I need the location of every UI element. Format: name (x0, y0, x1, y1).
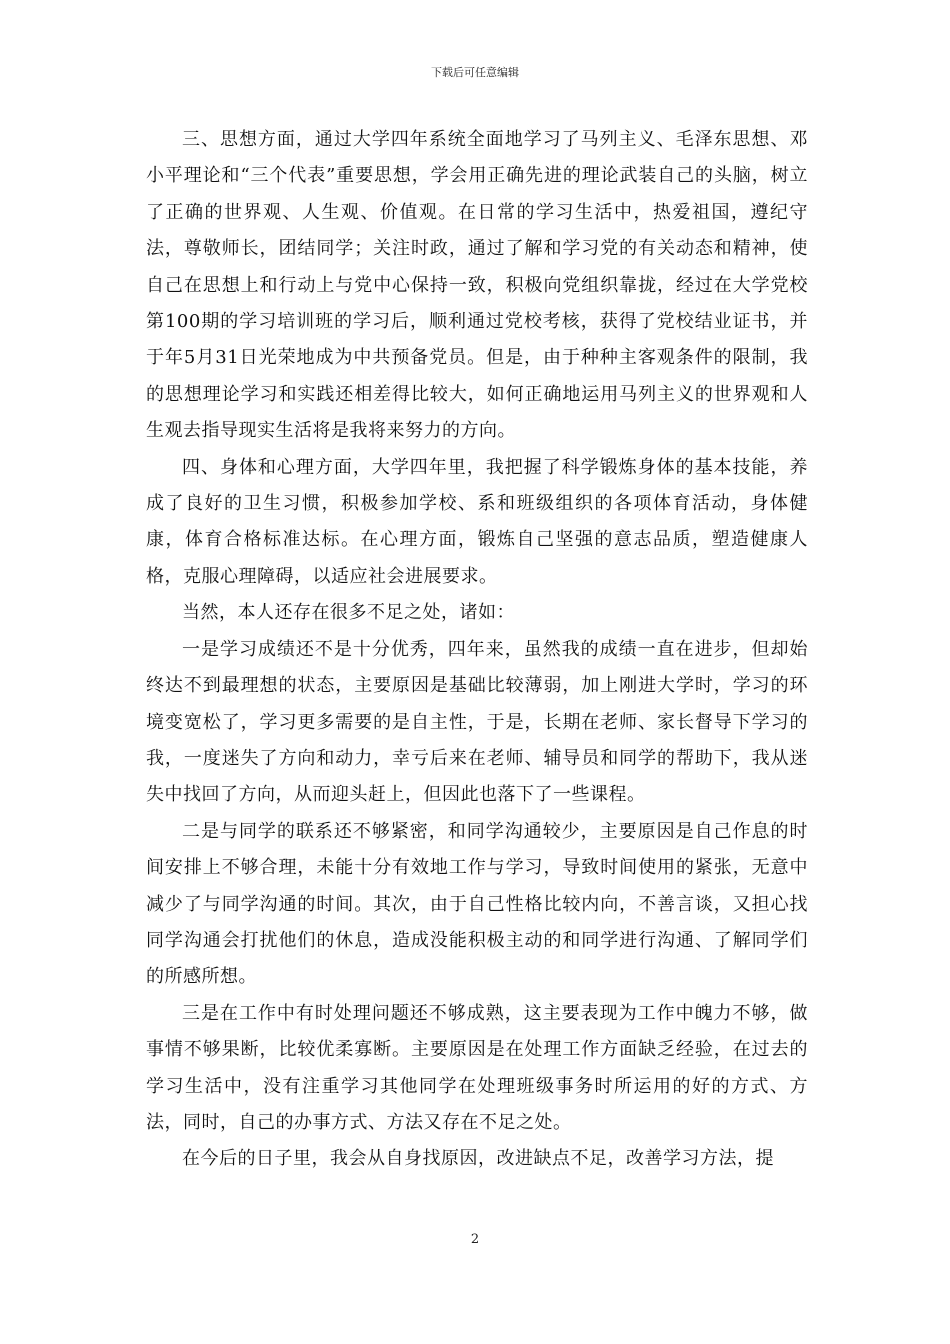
page-number: 2 (470, 1232, 480, 1247)
page-header: 下载后可任意编辑 (431, 66, 519, 79)
paragraph-shortcoming-work: 三是在工作中有时处理问题还不够成熟，这主要表现为工作中魄力不够，做事情不够果断，比较优柔寡断。主要原因是在处理工作方面缺乏经验，在过去的学习生活中，没有注重学习其他同学在处理班级事务时所运用的好的方式、方法，同时，自己的办事方式、方法又存在不足之处。 (146, 1002, 808, 1133)
document-body (146, 122, 808, 1178)
paragraph-shortcoming-study: 一是学习成绩还不是十分优秀，四年来，虽然我的成绩一直在进步，但却始终达不到最理想的状态，主要原因是基础比较薄弱，加上刚进大学时，学习的环境变宽松了，学习更多需要的是自主性，于是，长期在老师、家长督导下学习的我，一度迷失了方向和动力，幸亏后来在老师、辅导员和同学的帮助下，我从迷失中找回了方向，从而迎头赶上，但因此也落下了一些课程。 (146, 638, 808, 806)
paragraph-shortcoming-communication: 二是与同学的联系还不够紧密，和同学沟通较少，主要原因是自己作息的时间安排上不够合理，未能十分有效地工作与学习，导致时间使用的紧张，无意中减少了与同学沟通的时间。其次，由于自己性格比较内向，不善言谈，又担心找同学沟通会打扰他们的休息，造成没能积极主动的和同学进行沟通、了解同学们的所感所想。 (146, 820, 808, 988)
paragraph-ideology: 三、思想方面，通过大学四年系统全面地学习了马列主义、毛泽东思想、邓小平理论和“三个代表”重要思想，学会用正确先进的理论武装自己的头脑，树立了正确的世界观、人生观、价值观。在日常的学习生活中，热爱祖国，遵纪守法，尊敬师长，团结同学；关注时政，通过了解和学习党的有关动态和精神，使自己在思想上和行动上与党中心保持一致，积极向党组织靠拢，经过在大学党校第100期的学习培训班的学习后，顺利通过党校考核，获得了党校结业证书，并于年5月31日光荣地成为中共预备党员。但是，由于种种主客观条件的限制，我的思想理论学习和实践还相差得比较大，如何正确地运用马列主义的世界观和人生观去指导现实生活将是我将来努力的方向。 (146, 129, 808, 442)
paragraph-physical-mental: 四、身体和心理方面，大学四年里，我把握了科学锻炼身体的基本技能，养成了良好的卫生习惯，积极参加学校、系和班级组织的各项体育活动，身体健康，体育合格标准达标。在心理方面，锻炼自己坚强的意志品质，塑造健康人格，克服心理障碍，以适应社会进展要求。 (146, 456, 808, 587)
paragraph-shortcomings-intro: 当然，本人还存在很多不足之处，诸如： (182, 602, 515, 624)
paragraph-future: 在今后的日子里，我会从自身找原因，改进缺点不足，改善学习方法，提 (182, 1148, 774, 1170)
